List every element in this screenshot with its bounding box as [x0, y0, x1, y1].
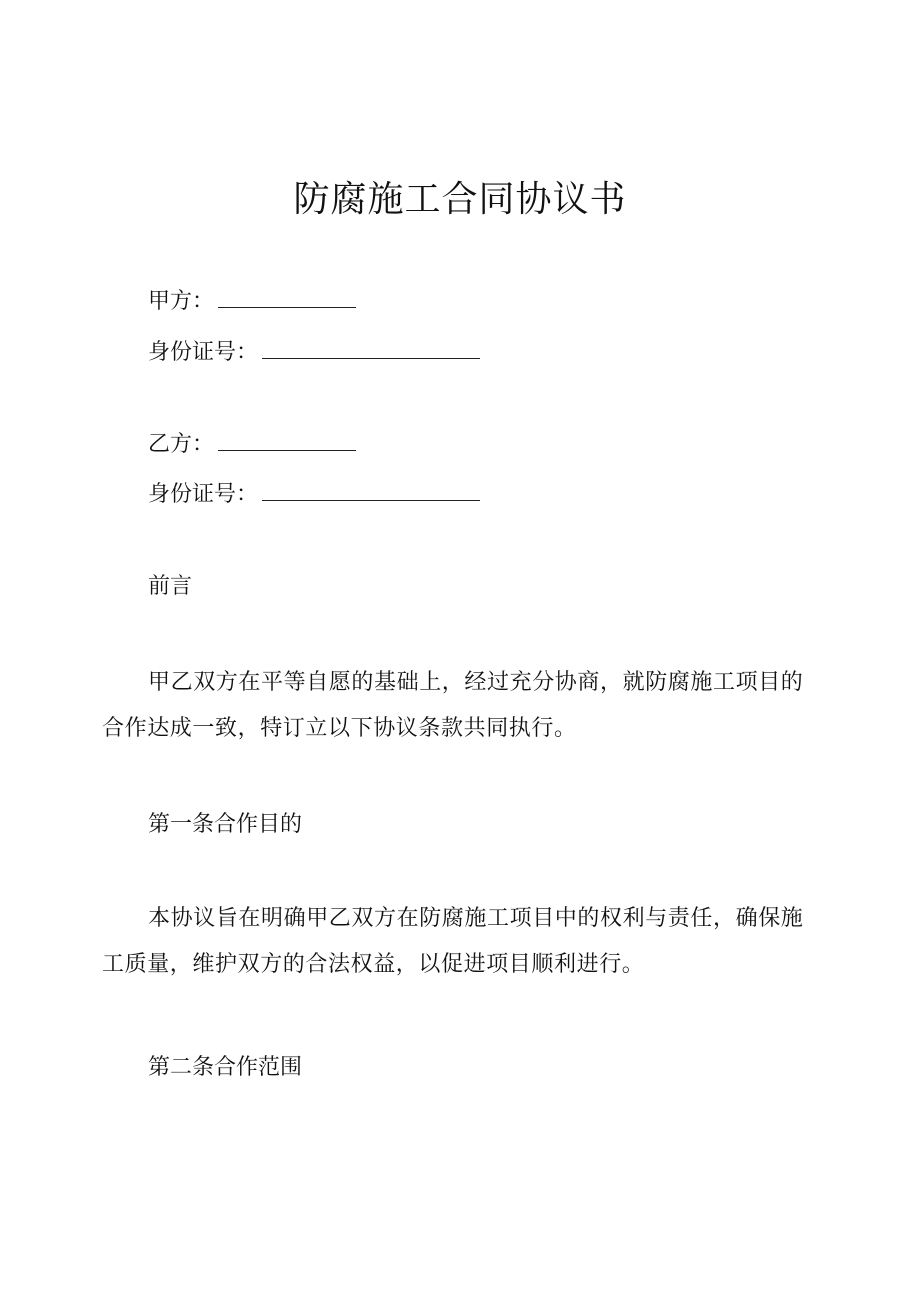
article2-heading: 第二条合作范围 [148, 1055, 303, 1080]
article1-paragraph: 本协议旨在明确甲乙双方在防腐施工项目中的权利与责任，确保施工质量，维护双方的合法权益，以促进项目顺利进行。 [102, 906, 804, 977]
party-a-id-blank [262, 336, 480, 359]
preface-heading: 前言 [148, 574, 193, 599]
party-b-id-blank [262, 478, 480, 501]
document-title: 防腐施工合同协议书 [293, 179, 627, 220]
party-a-line [148, 285, 356, 317]
party-b-line [148, 428, 356, 460]
party-b-id-line [148, 478, 480, 510]
party-a-id-line [148, 336, 480, 368]
party-b-label: 乙方： [148, 432, 215, 457]
party-a-label: 甲方： [148, 289, 215, 314]
article1-heading: 第一条合作目的 [148, 812, 303, 837]
party-a-id-label: 身份证号： [148, 340, 259, 365]
party-b-blank [218, 428, 356, 451]
party-a-blank [218, 285, 356, 308]
preface-paragraph: 甲乙双方在平等自愿的基础上，经过充分协商，就防腐施工项目的合作达成一致，特订立以下协议条款共同执行。 [102, 670, 804, 741]
party-b-id-label: 身份证号： [148, 482, 259, 507]
